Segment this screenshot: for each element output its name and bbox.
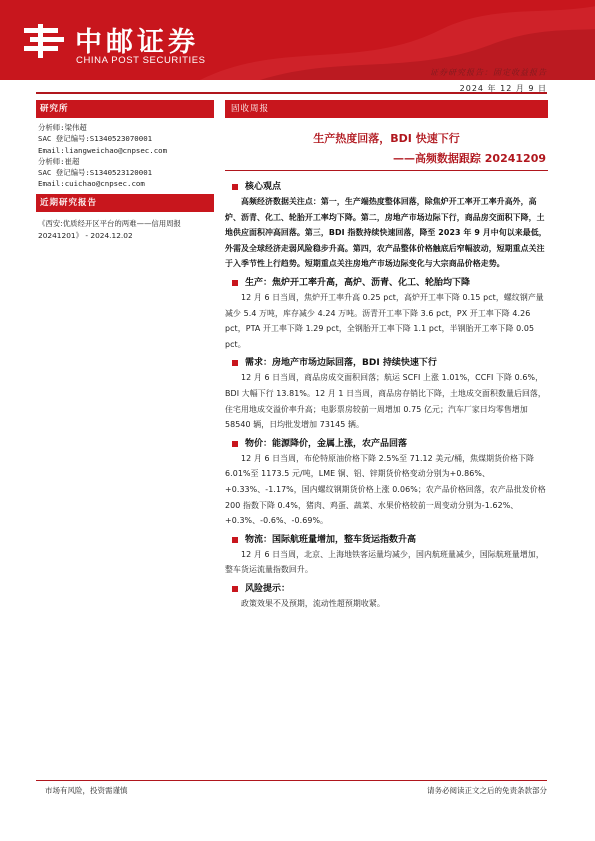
report-subtitle: ——高频数据跟踪 20241209 (392, 152, 546, 165)
prices-paragraph: 12 月 6 日当周，布伦特原油价格下降 2.5%至 71.12 美元/桶，焦煤期货价格下降 6.01%至 1173.5 元/吨，LME 铜、铝、锌期货价格变动分别为+0.86%、+0.33%、-1.17%，国内螺纹钢期货价格上涨 0.06%；农产品价格回落，农产品批发价格 200 指数下降 0.4%，猪肉、鸡蛋、蔬菜、水果价格较前一周变动分别为-1.62%、+0.3%、-0.6%、-0.69%。 (225, 453, 546, 526)
report-type-label: 证券研究报告：固定收益报告 (430, 68, 547, 77)
sidebar (36, 100, 214, 248)
china-post-logo-icon (20, 22, 70, 62)
section-heading-demand: 需求：房地产市场边际回落，BDI 持续快速下行 (225, 356, 548, 370)
analyst-section-heading: 研究所 (36, 100, 214, 118)
core-view-paragraph: 高频经济数据关注点：第一，生产端热度整体回落，除焦炉开工率开工率升高外，高炉、沥青、化工、轮胎开工率均下降。第二，房地产市场边际下行，商品房交面积下降，土地供应面积冲高回落。第三，BDI 指数持续快速回落，降至 2023 年 9 月中旬以来最低，外需及全球经济走弱风险稳步升高。第四，农产品整体价格触底后窄幅波动，短期重点关注于入季节性上行趋势。短期重点关注房地产市场边际变化与大宗商品价格走势。 (225, 197, 547, 269)
section-bullet-icon (232, 441, 238, 447)
section-heading-prices: 物价：能源降价，金属上涨，农产品回落 (225, 437, 548, 451)
section-heading-production: 生产：焦炉开工率升高，高炉、沥青、化工、轮胎均下降 (225, 276, 548, 290)
recent-report-link[interactable]: 《西安:优质经开区平台的两难——信用周报 20241201》 - 2024.12.02 (38, 218, 181, 240)
main-header (225, 100, 548, 171)
brand-name-cn: 中邮证券 (75, 27, 199, 58)
demand-paragraph: 12 月 6 日当周，商品房成交面积回落；航运 SCFI 上涨 1.01%，CCFI 下降 0.6%，BDI 大幅下行 13.81%。12 月 1 日当周，商品房存销比下降，土地成交面积数量后回落，住宅用地成交溢价率升高；电影票房较前一周增加 0.75 亿元；汽车厂家日均零售增加 58540 辆，日均批发增加 73145 辆。 (225, 373, 546, 430)
logistics-paragraph: 12 月 6 日当周，北京、上海地铁客运量均减少，国内航班量减少，国际航班量增加，整车货运流量指数回升。 (225, 549, 544, 575)
report-title: 生产热度回落，BDI 快速下行 (313, 132, 460, 145)
analyst-email[interactable]: Email:liangweichao@cnpsec.com (38, 145, 168, 155)
section-heading-risk: 风险提示： (225, 582, 548, 596)
brand-name-en: CHINA POST SECURITIES (76, 55, 206, 66)
footer-risk-note: 市场有风险，投资需谨慎 (45, 786, 128, 795)
analyst-line: SAC 登记编号:S1340523120001 (38, 168, 153, 178)
analyst-email[interactable]: Email:cuichao@cnpsec.com (38, 179, 145, 189)
risk-paragraph: 政策效果不及预期，流动性超预期收紧。 (241, 598, 385, 608)
title-divider (225, 170, 548, 171)
section-bullet-icon (232, 184, 238, 190)
section-bullet-icon (232, 537, 238, 543)
section-bullet-icon (232, 360, 238, 366)
analyst-line: 分析师:梁伟超 (38, 123, 87, 132)
report-date: 2024 年 12 月 9 日 (459, 84, 547, 93)
analyst-info (36, 118, 214, 194)
recent-reports-heading: 近期研究报告 (36, 194, 214, 212)
report-category-bar: 固收周报 (225, 100, 548, 118)
section-heading-logistics: 物流：国际航班量增加，整车货运指数升高 (225, 533, 548, 547)
analyst-line: 分析师:崔超 (38, 156, 80, 166)
section-bullet-icon (232, 586, 238, 592)
section-bullet-icon (232, 280, 238, 286)
report-body (225, 180, 548, 611)
section-heading-core-view: 核心观点 (225, 180, 548, 194)
footer-disclaimer: 请务必阅读正文之后的免责条款部分 (427, 786, 547, 795)
analyst-line: SAC 登记编号:S1340523070001 (38, 134, 153, 144)
footer-divider (36, 780, 547, 781)
production-paragraph: 12 月 6 日当周，焦炉开工率升高 0.25 pct，高炉开工率下降 0.15 pct，螺纹钢产量减少 5.4 万吨，库存减少 4.24 万吨。沥青开工率下降 3.6 pct，PX 开工率下降 4.26 pct，PTA 开工率下降 1.29 pct，全钢胎开工率下降 1.1 pct，半钢胎开工率下降 0.05 pct。 (225, 292, 544, 349)
